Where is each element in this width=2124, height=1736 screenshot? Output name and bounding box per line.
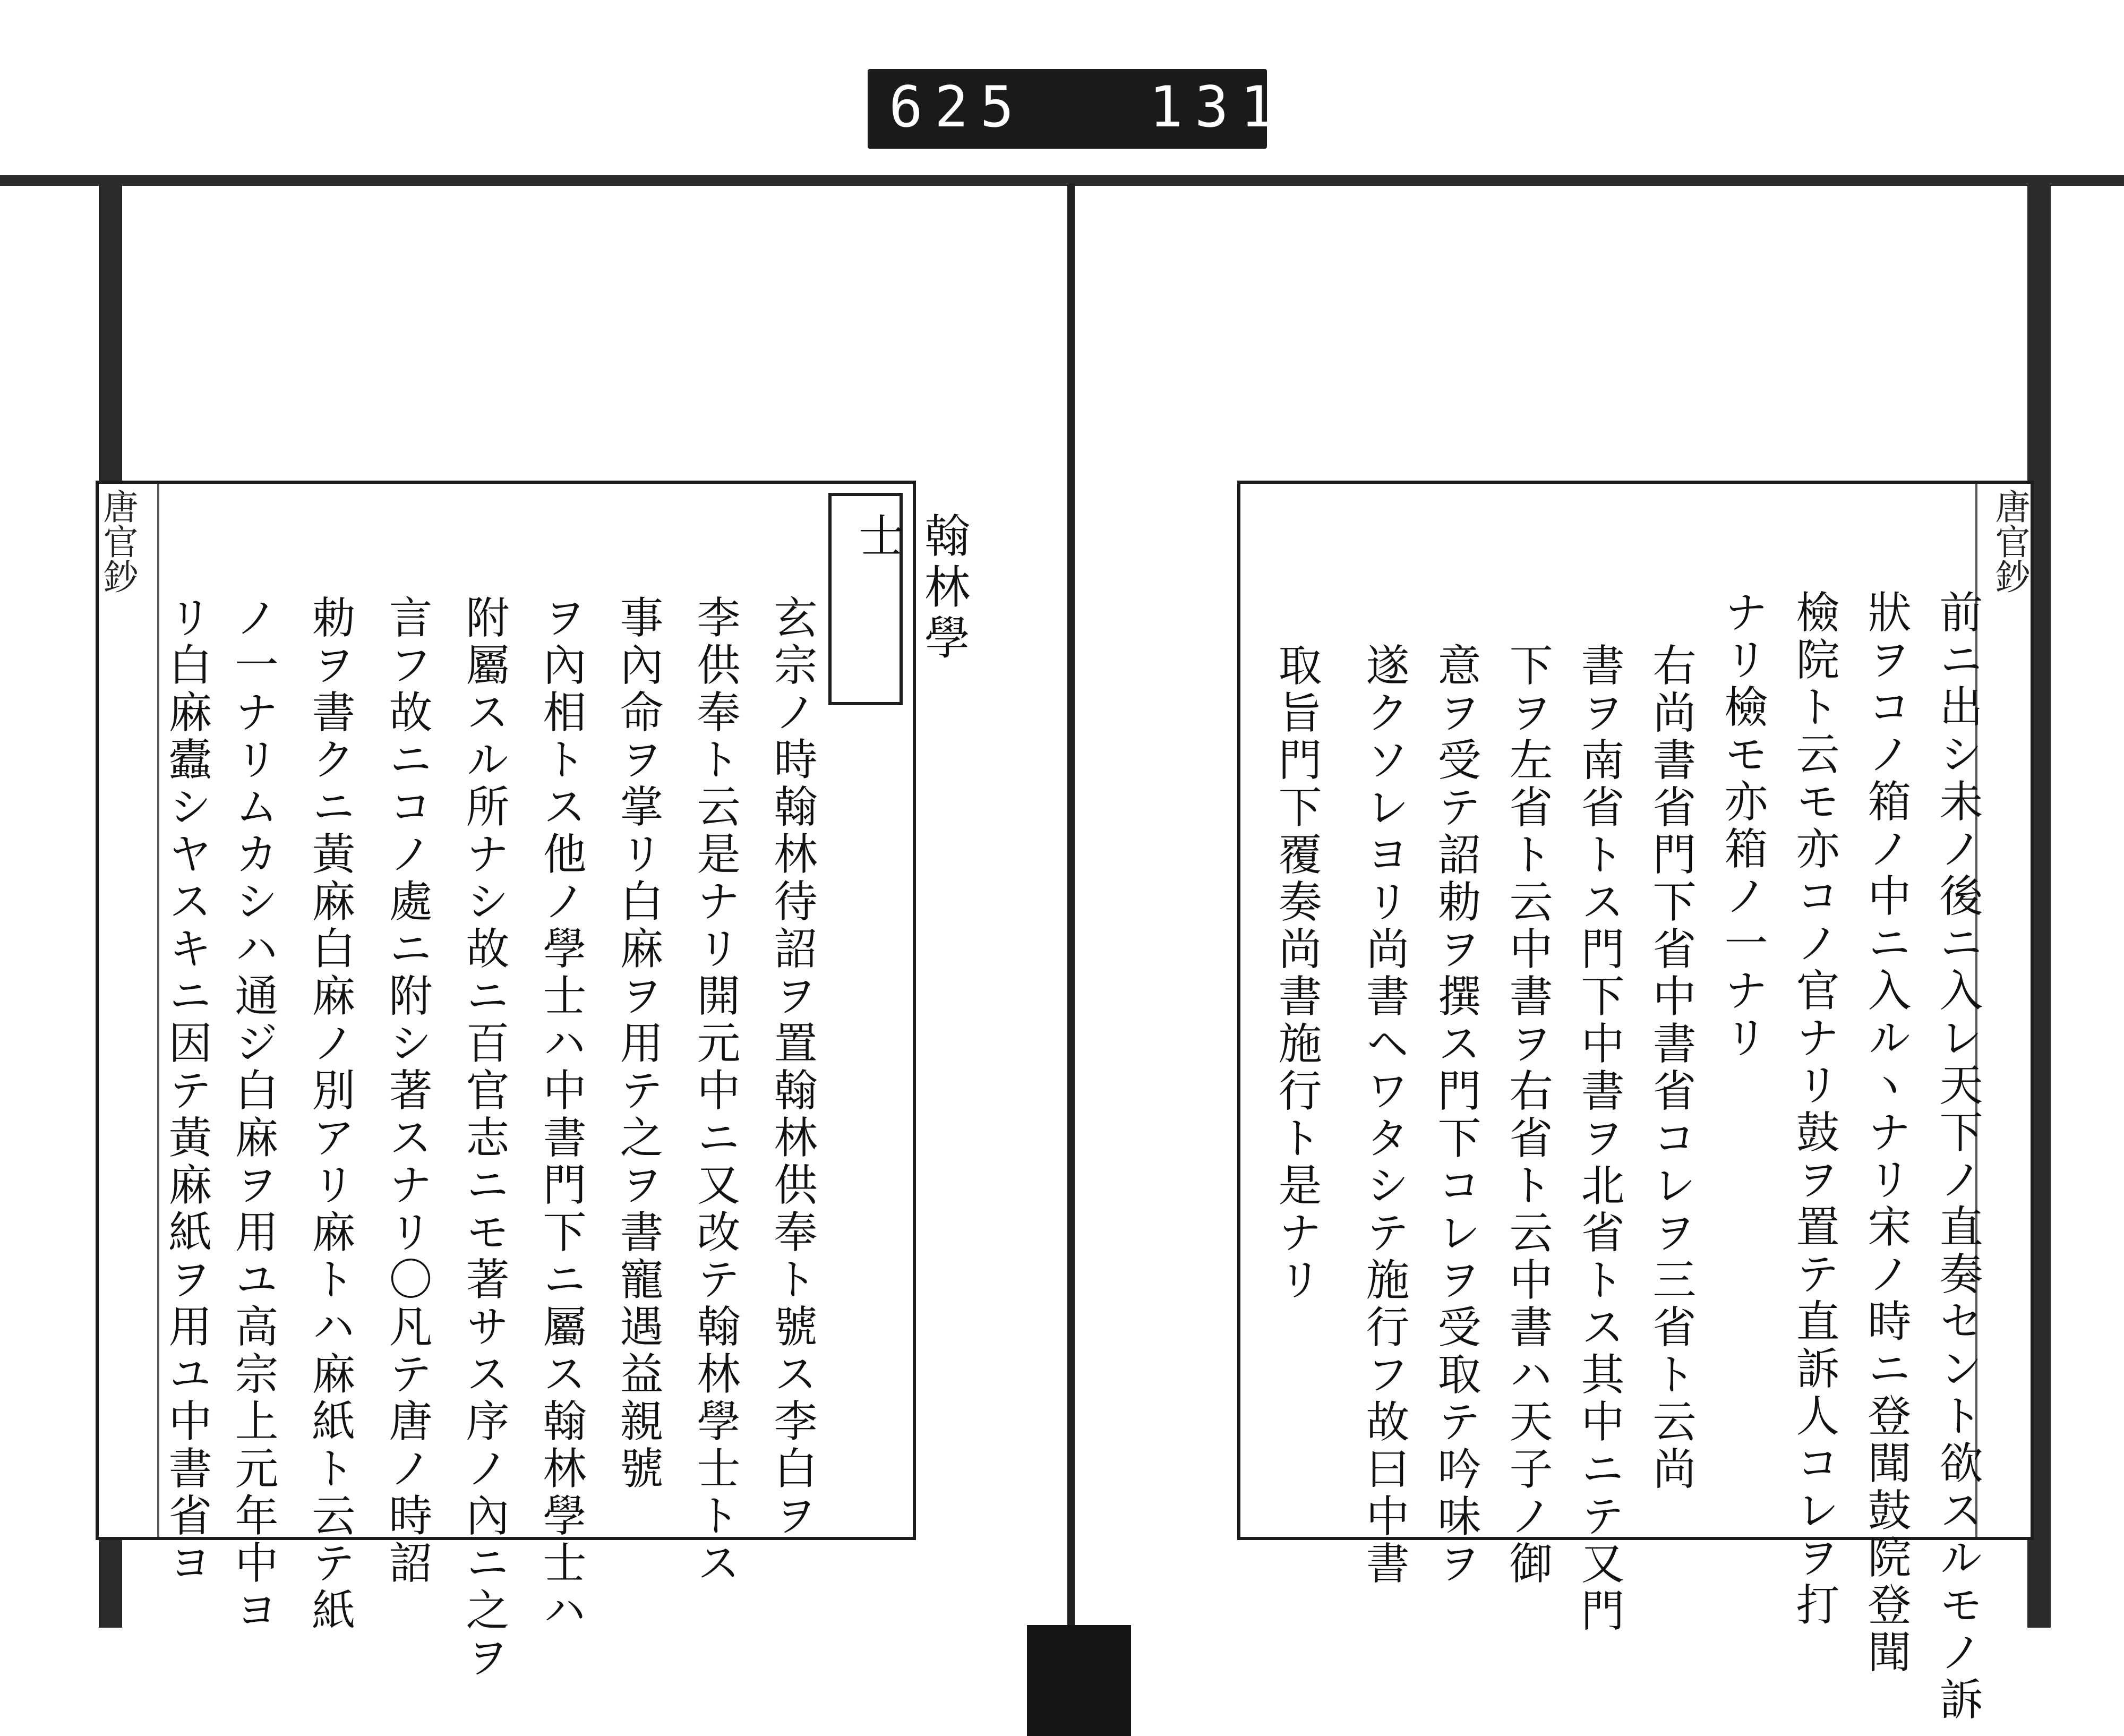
left-page-column: 言フ故ニコノ處ニ附シ著スナリ〇凡テ唐ノ時詔 (382, 595, 432, 1587)
left-page-column: 附屬スル所ナシ故ニ百官志ニモ著サス序ノ內ニ之ヲ (459, 595, 509, 1682)
right-page-column: 書ヲ南省トス門下中書ヲ北省トス其中ニテ又門 (1574, 643, 1624, 1635)
right-page-column: 下ヲ左省ト云中書ヲ右省ト云中書ハ天子ノ御 (1502, 643, 1553, 1588)
archive-label-left-number: 625 (889, 74, 1026, 140)
left-page-column: ノ一ナリムカシハ通ジ白麻ヲ用ユ高宗上元年中ヨ (228, 595, 278, 1635)
archive-label (868, 69, 1286, 149)
left-page-column: リ白麻蠹シヤスキニ因テ黃麻紙ヲ用ユ中書省ヨ (161, 595, 212, 1587)
left-page-column: 玄宗ノ時翰林待詔ヲ置翰林供奉ト號ス李白ヲ (767, 595, 817, 1540)
right-page-column: ナリ檢モ亦箱ノ一ナリ (1717, 589, 1768, 1062)
right-page-frame (1237, 481, 2034, 1540)
left-page-column: 事內命ヲ掌リ白麻ヲ用テ之ヲ書寵遇益親號 (613, 595, 663, 1493)
left-page-column: 勅ヲ書クニ黃麻白麻ノ別アリ麻トハ麻紙ト云テ紙 (305, 595, 355, 1635)
left-page-column: ヲ內相トス他ノ學士ハ中書門下ニ屬ス翰林學士ハ (536, 595, 586, 1635)
right-page-column: 狀ヲコノ箱ノ中ニ入ルヽナリ宋ノ時ニ登聞鼓院登聞 (1861, 589, 1911, 1677)
left-margin-mark: 唐官鈔 (97, 489, 138, 594)
section-heading: 翰林學士 (851, 512, 970, 665)
left-page-column: 李供奉ト云是ナリ開元中ニ又改テ翰林學士トス (690, 595, 740, 1587)
top-binding-rule (0, 175, 2124, 186)
left-page-inner-rule (157, 484, 159, 1537)
archive-label-right-number: 131 (1149, 74, 1286, 140)
right-page-column: 前ニ出シ未ノ後ニ入レ天下ノ直奏セント欲スルモノ訴 (1932, 589, 1983, 1724)
section-heading-box (828, 493, 970, 705)
right-page-column: 檢院ト云モ亦コノ官ナリ鼓ヲ置テ直訴人コレヲ打 (1789, 589, 1839, 1629)
spine-foot-shadow (1027, 1625, 1131, 1736)
book-spine (1067, 183, 1075, 1660)
right-margin-mark: 唐官鈔 (1989, 489, 2030, 594)
right-page-column: 遂クソレヨリ尚書ヘワタシテ施行フ故曰中書 (1359, 643, 1409, 1588)
right-page-column: 取旨門下覆奏尚書施行ト是ナリ (1271, 643, 1322, 1304)
right-page-column: 右尚書省門下省中書省コレヲ三省ト云尚 (1646, 643, 1696, 1493)
right-page-column: 意ヲ受テ詔勅ヲ撰ス門下コレヲ受取テ吟味ヲ (1431, 643, 1481, 1588)
